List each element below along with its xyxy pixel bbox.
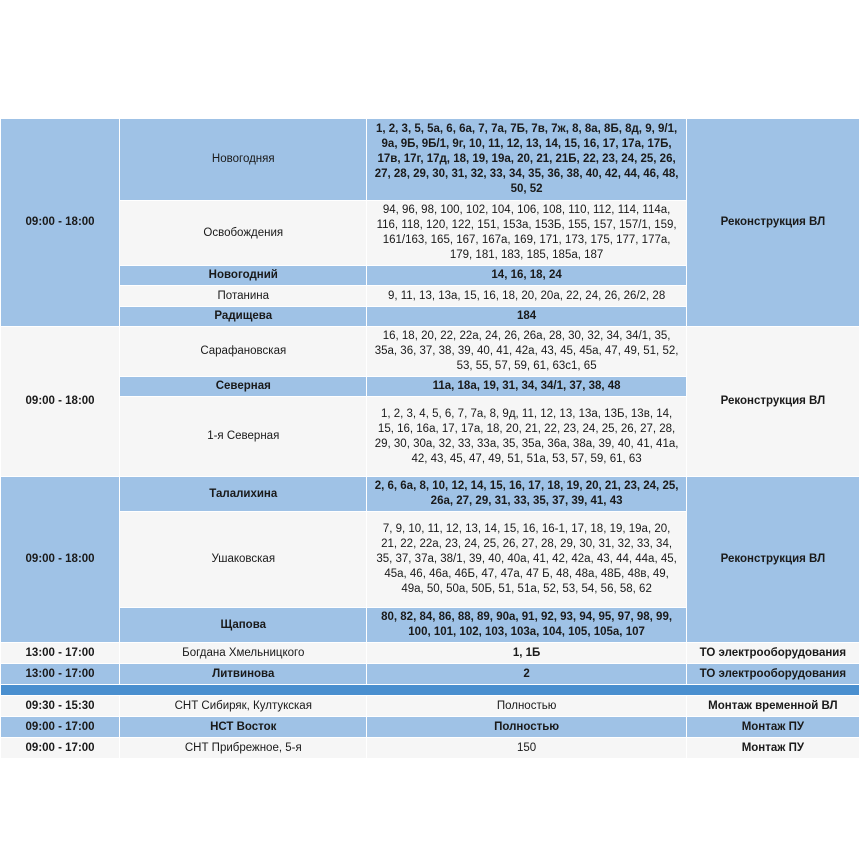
- street-cell: Потанина: [120, 286, 367, 307]
- table-row: [1, 327, 860, 377]
- work-type-cell: ТО электрооборудования: [686, 664, 859, 685]
- street-cell: 1-я Северная: [120, 397, 367, 477]
- houses-cell: 1, 2, 3, 4, 5, 6, 7, 7а, 8, 9д, 11, 12, 13, 13а, 13Б, 13в, 14, 15, 16, 16а, 17, 17а, 18, 20, 21, 22, 23, 24, 25, 26, 27, 28, 29, 30, 30а, 32, 33, 33а, 35, 35а, 36а, 38а, 39, 40, 41, 41а, 42, 43, 45, 47, 49, 51, 51а, 53, 57, 59, 61, 63: [367, 397, 686, 477]
- work-type-cell: Монтаж временной ВЛ: [686, 696, 859, 717]
- street-cell: Радищева: [120, 307, 367, 327]
- houses-cell: 7, 9, 10, 11, 12, 13, 14, 15, 16, 16-1, 17, 18, 19, 19а, 20, 21, 22, 22а, 23, 24, 25, 26, 27, 28, 29, 30, 31, 32, 33, 34, 35, 37, 37а, 38/1, 39, 40, 40а, 41, 42, 42а, 43, 44, 44а, 45, 45а, 46, 46а, 46Б, 47, 47а, 47 Б, 48, 48а, 48Б, 48в, 49, 49а, 50, 50а, 50Б, 51, 51а, 52, 53, 54, 56, 58, 62: [367, 512, 686, 608]
- street-cell: Щапова: [120, 608, 367, 643]
- divider-bar: [1, 685, 860, 696]
- houses-cell: 150: [367, 738, 686, 759]
- table-row: [1, 664, 860, 685]
- table-row: [1, 119, 860, 201]
- street-cell: Литвинова: [120, 664, 367, 685]
- houses-cell: 2, 6, 6а, 8, 10, 12, 14, 15, 16, 17, 18, 19, 20, 21, 23, 24, 25, 26а, 27, 29, 31, 33, 35, 37, 39, 41, 43: [367, 477, 686, 512]
- houses-cell: 80, 82, 84, 86, 88, 89, 90а, 91, 92, 93, 94, 95, 97, 98, 99, 100, 101, 102, 103, 103а, 104, 105, 105а, 107: [367, 608, 686, 643]
- time-cell: 09:30 - 15:30: [1, 696, 120, 717]
- time-cell: 09:00 - 18:00: [1, 477, 120, 643]
- street-cell: НСТ Восток: [120, 717, 367, 738]
- houses-cell: 14, 16, 18, 24: [367, 266, 686, 286]
- table-row: [1, 696, 860, 717]
- houses-cell: 94, 96, 98, 100, 102, 104, 106, 108, 110, 112, 114, 114а, 116, 118, 120, 122, 151, 153а, 153Б, 155, 157, 157/1, 159, 161/163, 165, 167, 167а, 169, 171, 173, 175, 177, 177а, 179, 181, 183, 185, 185а, 187: [367, 201, 686, 266]
- street-cell: СНТ Сибиряк, Култукская: [120, 696, 367, 717]
- street-cell: СНТ Прибрежное, 5-я: [120, 738, 367, 759]
- street-cell: Новогодний: [120, 266, 367, 286]
- houses-cell: Полностью: [367, 717, 686, 738]
- table-row: [1, 477, 860, 512]
- houses-cell: 1, 1Б: [367, 643, 686, 664]
- street-cell: Сарафановская: [120, 327, 367, 377]
- houses-cell: 16, 18, 20, 22, 22а, 24, 26, 26а, 28, 30, 32, 34, 34/1, 35, 35а, 36, 37, 38, 39, 40, 41, 42а, 43, 45, 45а, 47, 49, 51, 52, 53, 55, 57, 59, 61, 63с1, 65: [367, 327, 686, 377]
- work-type-cell: Реконструкция ВЛ: [686, 119, 859, 327]
- time-cell: 09:00 - 17:00: [1, 738, 120, 759]
- time-cell: 13:00 - 17:00: [1, 643, 120, 664]
- time-cell: 09:00 - 18:00: [1, 327, 120, 477]
- work-type-cell: Монтаж ПУ: [686, 738, 859, 759]
- houses-cell: Полностью: [367, 696, 686, 717]
- street-cell: Северная: [120, 377, 367, 397]
- houses-cell: 11а, 18а, 19, 31, 34, 34/1, 37, 38, 48: [367, 377, 686, 397]
- work-type-cell: Реконструкция ВЛ: [686, 477, 859, 643]
- houses-cell: 2: [367, 664, 686, 685]
- outage-schedule-table: [0, 118, 860, 759]
- work-type-cell: ТО электрооборудования: [686, 643, 859, 664]
- table-row: [1, 643, 860, 664]
- work-type-cell: Реконструкция ВЛ: [686, 327, 859, 477]
- section-divider: [1, 685, 860, 696]
- time-cell: 13:00 - 17:00: [1, 664, 120, 685]
- street-cell: Ушаковская: [120, 512, 367, 608]
- houses-cell: 1, 2, 3, 5, 5а, 6, 6а, 7, 7а, 7Б, 7в, 7ж, 8, 8а, 8Б, 8д, 9, 9/1, 9а, 9Б, 9Б/1, 9г, 10, 11, 12, 13, 14, 15, 16, 17, 17а, 17Б, 17в, 17г, 17д, 18, 19, 19а, 20, 21, 21Б, 22, 23, 24, 25, 26, 27, 28, 29, 30, 31, 32, 33, 34, 35, 36, 38, 40, 42, 44, 46, 48, 50, 52: [367, 119, 686, 201]
- time-cell: 09:00 - 17:00: [1, 717, 120, 738]
- table-row: [1, 738, 860, 759]
- street-cell: Освобождения: [120, 201, 367, 266]
- work-type-cell: Монтаж ПУ: [686, 717, 859, 738]
- table-row: [1, 717, 860, 738]
- houses-cell: 9, 11, 13, 13а, 15, 16, 18, 20, 20а, 22, 24, 26, 26/2, 28: [367, 286, 686, 307]
- time-cell: 09:00 - 18:00: [1, 119, 120, 327]
- street-cell: Новогодняя: [120, 119, 367, 201]
- houses-cell: 184: [367, 307, 686, 327]
- street-cell: Талалихина: [120, 477, 367, 512]
- street-cell: Богдана Хмельницкого: [120, 643, 367, 664]
